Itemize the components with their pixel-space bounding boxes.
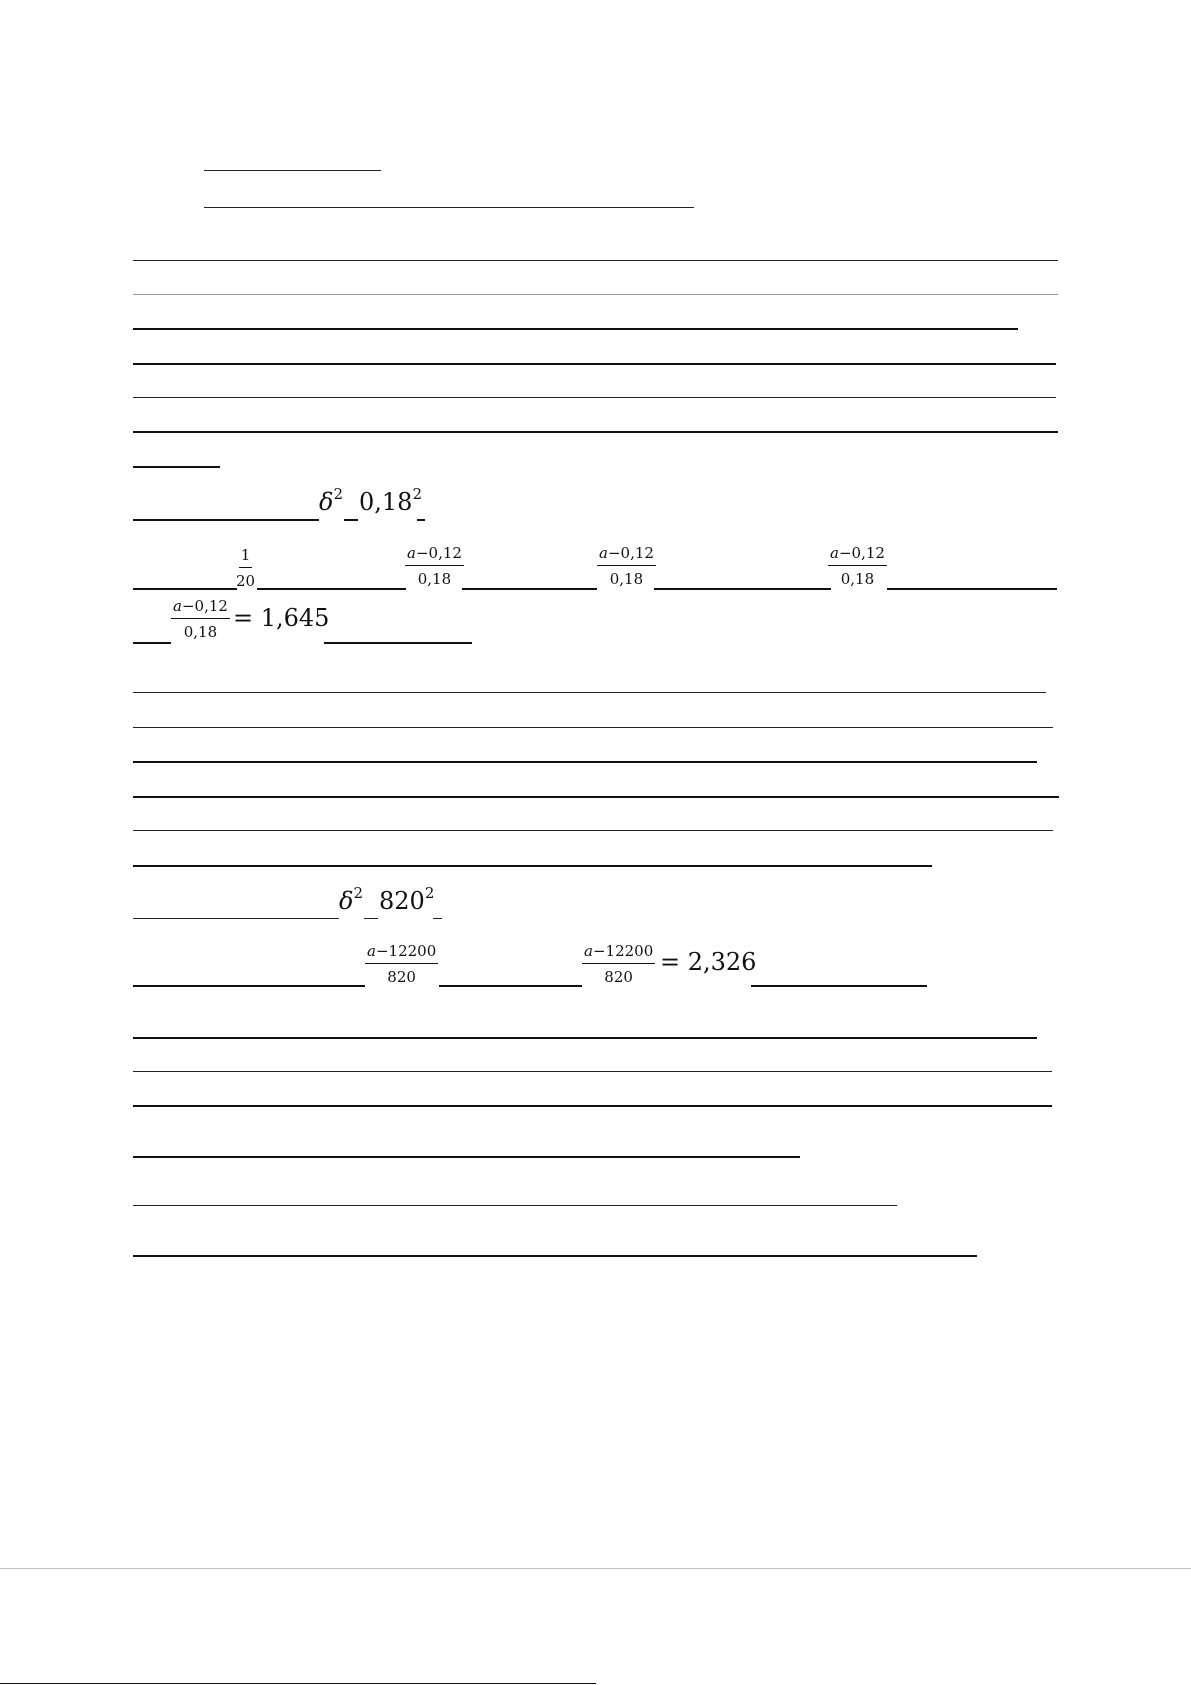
fraction-one-twentieth xyxy=(236,548,255,589)
text-line-rule xyxy=(133,397,1056,398)
fraction-denominator: 820 xyxy=(604,968,633,986)
fraction-numerator xyxy=(365,944,438,964)
fraction-numerator: 1 xyxy=(239,548,253,568)
variance-value-2 xyxy=(379,884,435,915)
text-line-rule xyxy=(654,588,831,590)
header-rule-2 xyxy=(204,207,694,208)
text-line-rule xyxy=(133,1105,1052,1107)
numerator-rest: −12200 xyxy=(375,942,437,960)
variance-value-1 xyxy=(359,485,422,516)
text-line-rule xyxy=(133,1255,977,1257)
delta-symbol: δ xyxy=(319,488,334,516)
text-line-rule xyxy=(751,985,927,987)
text-line-rule xyxy=(133,985,365,987)
text-line-rule xyxy=(133,260,1058,261)
fraction-denominator: 0,18 xyxy=(840,570,875,588)
text-line-rule xyxy=(344,519,358,521)
text-line-rule xyxy=(417,519,425,521)
numerator-rest: −0,12 xyxy=(415,544,462,562)
header-rule-1 xyxy=(204,170,381,171)
fraction-denominator: 820 xyxy=(387,968,416,986)
text-line-rule xyxy=(133,294,1058,295)
fraction-standardized-a xyxy=(828,546,887,587)
fraction-standardized-a xyxy=(171,599,230,640)
text-line-rule xyxy=(133,1156,800,1158)
numerator-rest: −12200 xyxy=(592,942,654,960)
variable-a: a xyxy=(599,544,608,562)
quantile-result-1: = 1,645 xyxy=(233,604,330,632)
text-line-rule xyxy=(257,588,406,590)
text-line-rule xyxy=(133,727,1053,728)
exponent: 2 xyxy=(333,485,343,503)
text-line-rule xyxy=(133,588,237,590)
text-line-rule xyxy=(133,328,1018,330)
text-line-rule xyxy=(133,466,220,468)
text-line-rule xyxy=(439,985,582,987)
variable-a: a xyxy=(367,942,376,960)
variable-a: a xyxy=(173,597,182,615)
text-line-rule xyxy=(133,761,1037,763)
fraction-numerator xyxy=(171,599,230,619)
text-line-rule xyxy=(133,642,171,644)
text-line-rule xyxy=(433,918,442,919)
text-line-rule xyxy=(133,1037,1037,1039)
variance-value: 820 xyxy=(379,887,425,915)
fraction-standardized-a xyxy=(597,546,656,587)
variable-a: a xyxy=(407,544,416,562)
text-line-rule xyxy=(133,431,1058,433)
fraction-denominator: 0,18 xyxy=(183,623,218,641)
quantile-result-2: = 2,326 xyxy=(660,948,757,976)
text-line-rule xyxy=(324,642,472,644)
text-line-rule xyxy=(462,588,597,590)
numerator-rest: −0,12 xyxy=(838,544,885,562)
exponent: 2 xyxy=(412,485,422,503)
text-line-rule xyxy=(133,692,1046,693)
text-line-rule xyxy=(133,519,319,521)
variable-a: a xyxy=(830,544,839,562)
text-line-rule xyxy=(364,918,378,919)
fraction-numerator xyxy=(597,546,656,566)
text-line-rule xyxy=(133,830,1053,831)
fraction-denominator: 0,18 xyxy=(609,570,644,588)
footer-separator xyxy=(0,1568,1191,1569)
text-line-rule xyxy=(133,918,339,919)
variance-value: 0,18 xyxy=(359,488,413,516)
text-line-rule xyxy=(133,1071,1052,1072)
fraction-standardized-a xyxy=(405,546,464,587)
fraction-denominator: 20 xyxy=(236,572,256,590)
text-line-rule xyxy=(133,1205,897,1206)
fraction-numerator xyxy=(582,944,655,964)
fraction-numerator xyxy=(828,546,887,566)
variable-a: a xyxy=(584,942,593,960)
text-line-rule xyxy=(133,796,1059,798)
text-line-rule xyxy=(133,363,1056,365)
fraction-denominator: 0,18 xyxy=(417,570,452,588)
numerator-rest: −0,12 xyxy=(181,597,228,615)
exponent: 2 xyxy=(353,884,363,902)
variance-expression-1 xyxy=(319,485,343,516)
fraction-numerator xyxy=(405,546,464,566)
fraction-standardized-a-2 xyxy=(365,944,438,985)
variance-expression-2 xyxy=(339,884,363,915)
footnote-rule xyxy=(0,1683,596,1684)
text-line-rule xyxy=(887,588,1057,590)
numerator-rest: −0,12 xyxy=(607,544,654,562)
fraction-standardized-a-2 xyxy=(582,944,655,985)
delta-symbol: δ xyxy=(339,887,354,915)
exponent: 2 xyxy=(424,884,435,902)
text-line-rule xyxy=(133,865,932,867)
